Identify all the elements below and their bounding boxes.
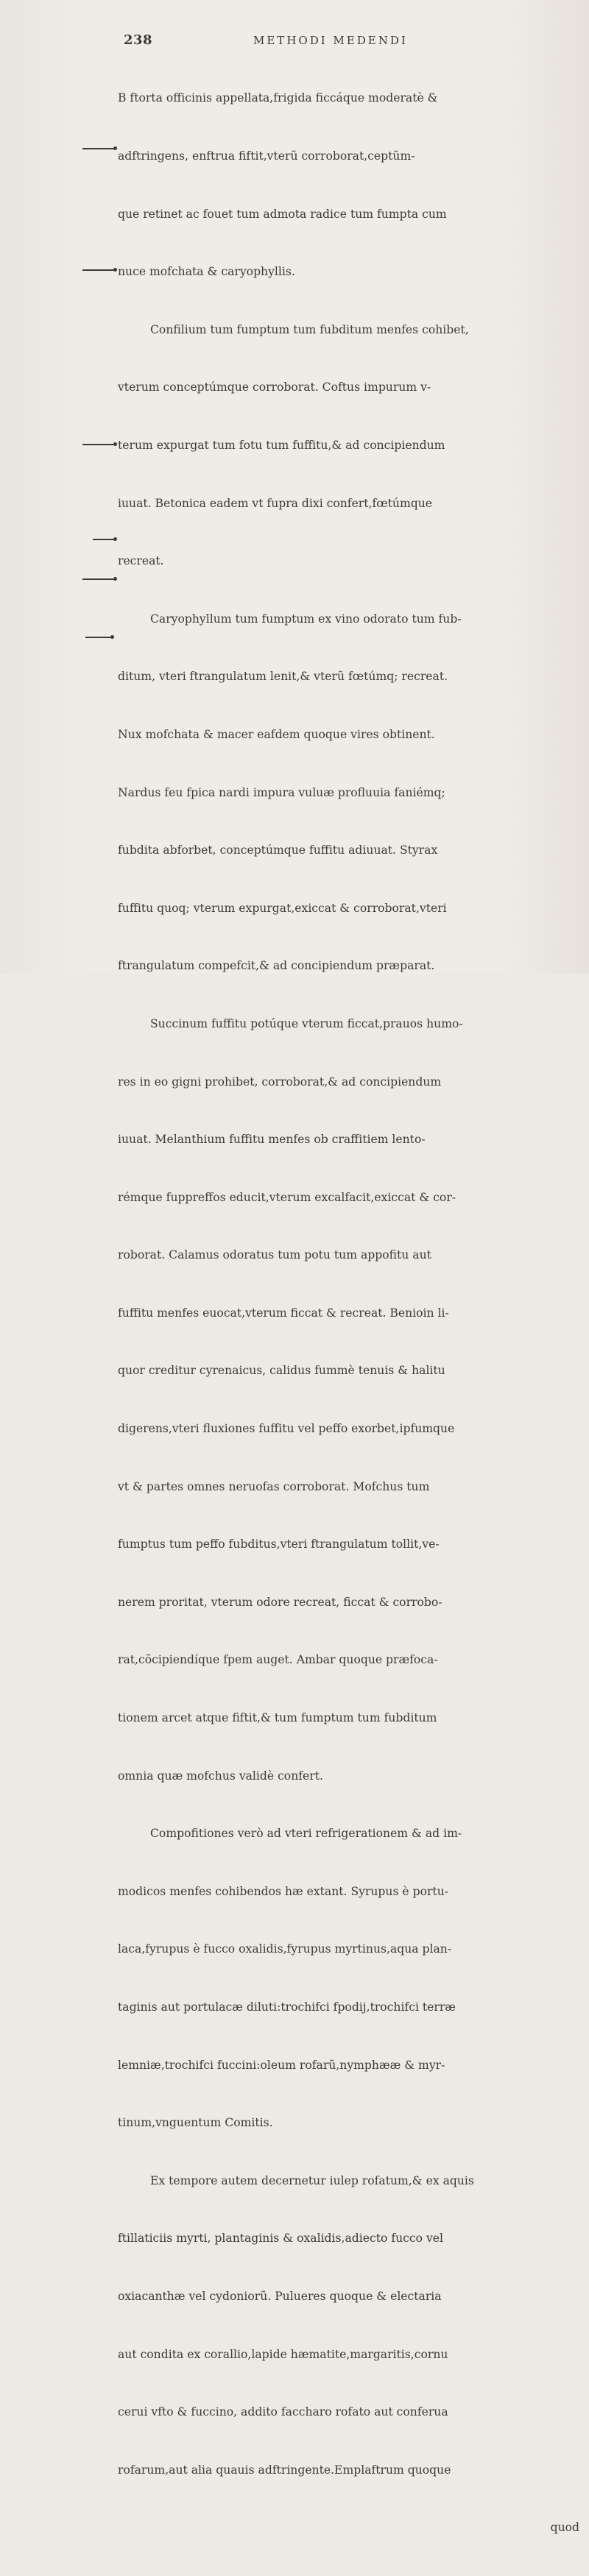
text-line: aut condita ex corallio,lapide hæmatite,margaritis,cornu	[118, 2347, 448, 2361]
text-line: ftrangulatum compefcit,& ad concipiendum præparat.	[118, 959, 435, 973]
text-line: laca,fyrupus è fucco oxalidis,fyrupus myrtinus,aqua plan-	[118, 1942, 452, 1956]
text-line: res in eo gigni prohibet, corroborat,& ad concipiendum	[118, 1075, 442, 1089]
text-line: digerens,vteri fluxiones fuffitu vel peffo exorbet,ipfumque	[118, 1422, 455, 1436]
text-line: taginis aut portulacæ diluti:trochifci fpodij,trochifci terræ	[118, 2000, 456, 2014]
text-line: que retinet ac fouet tum admota radice tum fumpta cum	[118, 207, 447, 221]
margin-mark	[82, 269, 115, 271]
text-line: cerui vfto & fuccino, addito faccharo rofato aut conferua	[118, 2405, 448, 2419]
paragraph-start: Succinum fuffitu potúque vterum ficcat,prauos humo-	[150, 1016, 463, 1030]
text-line: oxiacanthæ vel cydoniorũ. Pulueres quoque & electaria	[118, 2289, 442, 2303]
text-line: fuffitu quoq; vterum expurgat,exiccat & corroborat,vteri	[118, 901, 447, 915]
catchword: quod	[550, 2521, 579, 2535]
paragraph-start: Compofitiones verò ad vteri refrigerationem & ad im-	[150, 1827, 462, 1841]
margin-mark	[82, 148, 115, 149]
text-line: rofarum,aut alia quauis adftringente.Emplaftrum quoque	[118, 2463, 451, 2477]
text-line: recreat.	[118, 554, 164, 568]
text-line: roborat. Calamus odoratus tum potu tum appofitu aut	[118, 1248, 431, 1262]
text-line: adftringens, enftrua fiftit,vterũ corroborat,ceptũm-	[118, 149, 415, 163]
paragraph-start: Caryophyllum tum fumptum ex vino odorato tum fub-	[150, 612, 462, 626]
page-number: 238	[124, 32, 153, 48]
text-line: tionem arcet atque fiftit,& tum fumptum tum fubditum	[118, 1711, 437, 1725]
text-line: vt & partes omnes neruofas corroborat. Mofchus tum	[118, 1479, 430, 1493]
text-line: ditum, vteri ftrangulatum lenit,& vterũ fœtúmq; recreat.	[118, 670, 448, 684]
text-line: iuuat. Betonica eadem vt fupra dixi confert,fœtúmque	[118, 496, 433, 510]
text-line: rémque fuppreffos educit,vterum excalfacit,exiccat & cor-	[118, 1190, 456, 1204]
text-line: fumptus tum peffo fubditus,vteri ftrangulatum tollit,ve-	[118, 1538, 440, 1551]
text-line: B ftorta officinis appellata,frigida ficcáque moderatè &	[118, 91, 438, 105]
margin-mark	[82, 444, 115, 445]
text-line: nerem proritat, vterum odore recreat, ficcat & corrobo-	[118, 1595, 442, 1609]
paragraph-start: Ex tempore autem decernetur iulep rofatum,& ex aquis	[150, 2173, 474, 2187]
text-line: terum expurgat tum fotu tum fuffitu,& ad concipiendum	[118, 438, 445, 452]
text-line: iuuat. Melanthium fuffitu menfes ob craffitiem lento-	[118, 1133, 426, 1147]
text-line: omnia quæ mofchus validè confert.	[118, 1769, 323, 1783]
page-header	[124, 32, 507, 52]
text-line: ftillaticiis myrti, plantaginis & oxalidis,adiecto fucco vel	[118, 2232, 443, 2246]
margin-mark	[85, 637, 112, 638]
text-line: fubdita abforbet, conceptúmque fuffitu adiuuat. Styrax	[118, 843, 438, 857]
text-line: Nux mofchata & macer eafdem quoque vires obtinent.	[118, 727, 435, 741]
text-line: quor creditur cyrenaicus, calidus fummè tenuis & halitu	[118, 1364, 445, 1378]
text-line: modicos menfes cohibendos hæ extant. Syrupus è portu-	[118, 1884, 449, 1898]
margin-mark	[93, 539, 115, 540]
margin-mark	[82, 578, 115, 580]
text-line: fuffitu menfes euocat,vterum ficcat & recreat. Benioin li-	[118, 1306, 449, 1320]
body-text	[118, 50, 589, 2576]
text-line: vterum conceptúmque corroborat. Coftus impurum v-	[118, 381, 431, 394]
text-line: rat,cõcipiendíque fpem auget. Ambar quoque præfoca-	[118, 1653, 438, 1667]
text-line: Nardus feu fpica nardi impura vuluæ profluuia faniémq;	[118, 785, 445, 799]
text-line: lemniæ,trochifci fuccini:oleum rofarũ,nymphææ & myr-	[118, 2058, 445, 2072]
running-head: METHODI MEDENDI	[253, 34, 408, 47]
text-line: nuce mofchata & caryophyllis.	[118, 265, 295, 279]
paragraph-start: Confilium tum fumptum tum fubditum menfes cohibet,	[150, 322, 469, 336]
text-line: tinum,vnguentum Comitis.	[118, 2116, 273, 2130]
